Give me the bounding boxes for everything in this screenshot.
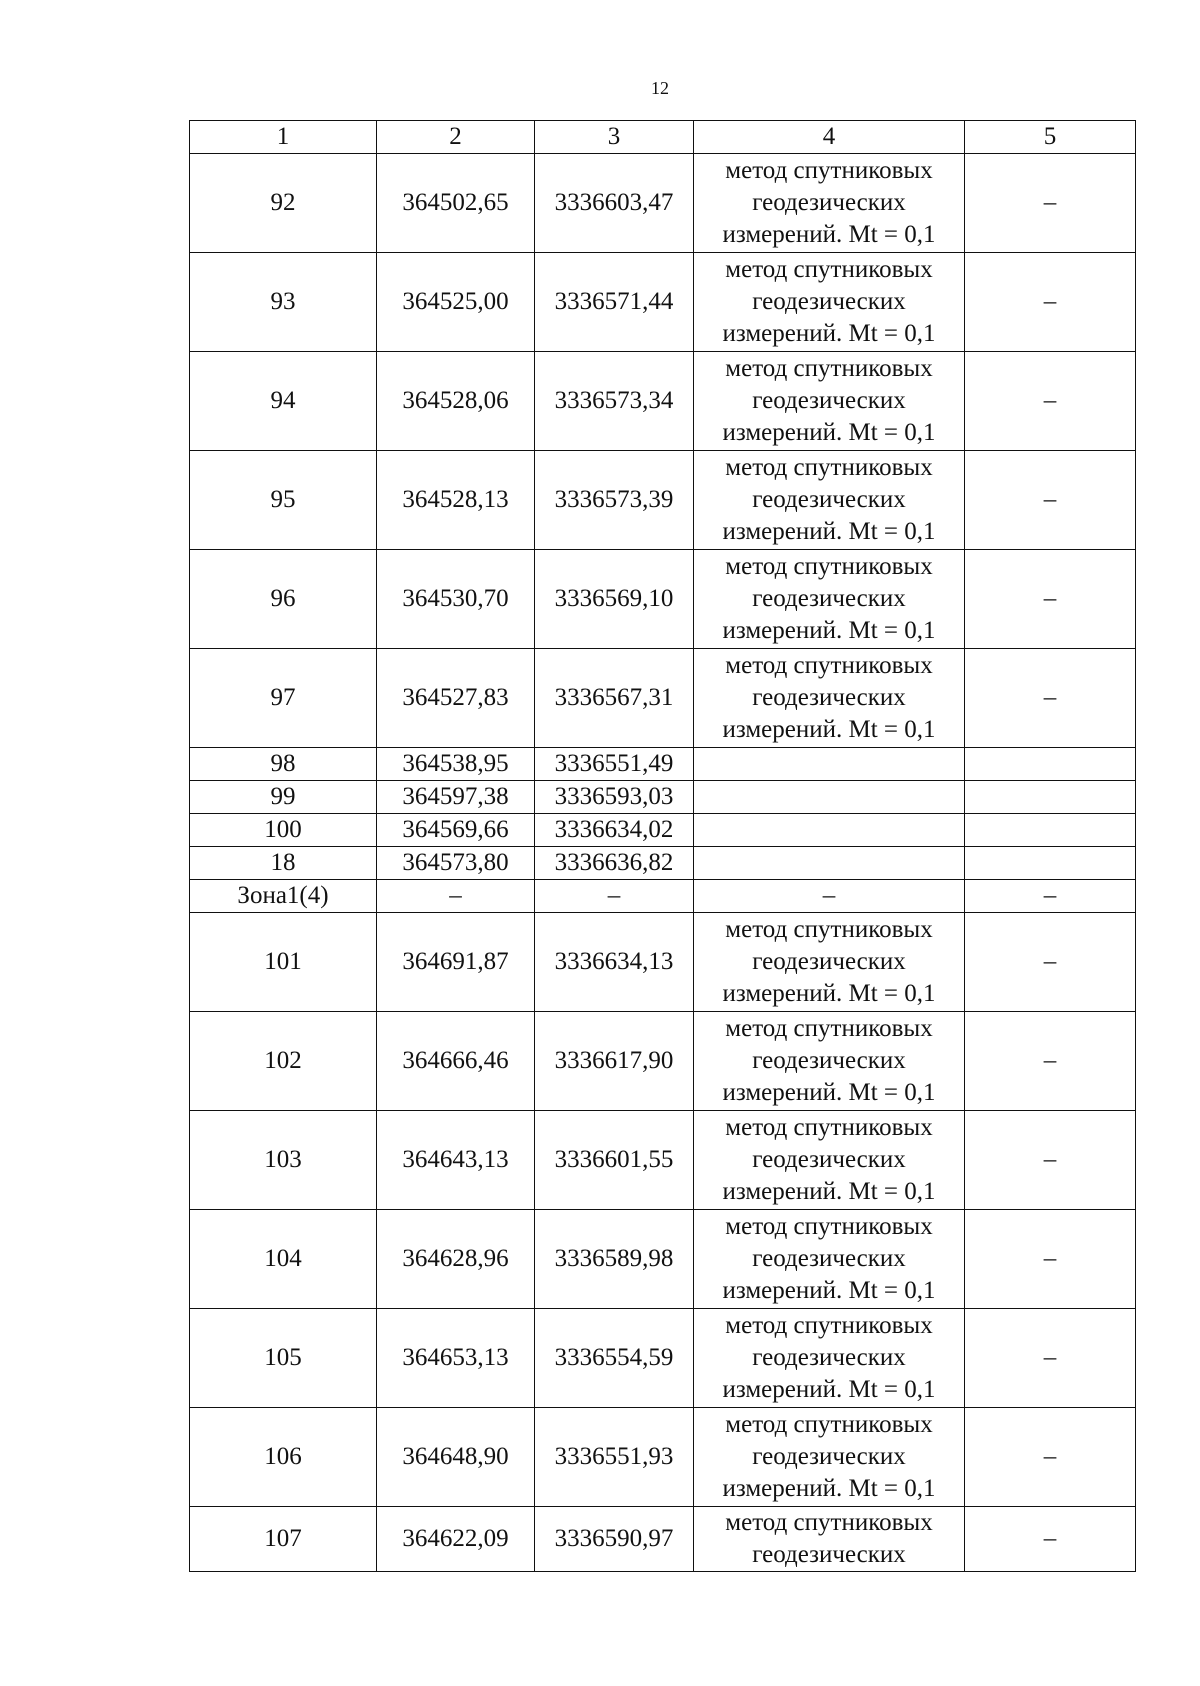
method-cell	[694, 352, 965, 451]
method-cell	[694, 253, 965, 352]
x-coordinate-cell: 364597,38	[377, 781, 535, 814]
header-cell-3: 3	[535, 121, 694, 154]
note-cell	[965, 814, 1136, 847]
method-line: –	[822, 882, 836, 909]
x-coordinate-cell: 364528,06	[377, 352, 535, 451]
method-line: метод спутниковых	[725, 454, 933, 481]
table-row	[190, 1309, 1136, 1408]
method-line: метод спутниковых	[725, 1411, 933, 1438]
method-line: метод спутниковых	[725, 1509, 933, 1536]
table-row	[190, 781, 1136, 814]
x-coordinate-cell: 364628,96	[377, 1210, 535, 1309]
y-coordinate-cell: 3336573,34	[535, 352, 694, 451]
method-line: геодезических	[752, 948, 906, 975]
x-coordinate-cell: 364569,66	[377, 814, 535, 847]
method-cell	[694, 748, 965, 781]
x-coordinate-cell: 364502,65	[377, 154, 535, 253]
header-cell-5: 5	[965, 121, 1136, 154]
method-line: геодезических	[752, 1541, 906, 1568]
y-coordinate-cell: 3336634,13	[535, 913, 694, 1012]
note-cell: –	[965, 913, 1136, 1012]
table-row	[190, 253, 1136, 352]
note-cell: –	[965, 1012, 1136, 1111]
method-cell	[694, 913, 965, 1012]
note-cell	[965, 781, 1136, 814]
method-line: измерений. Mt = 0,1	[722, 1079, 936, 1106]
method-cell	[694, 880, 965, 913]
x-coordinate-cell: 364530,70	[377, 550, 535, 649]
point-number-cell: 107	[190, 1507, 377, 1572]
x-coordinate-cell: 364648,90	[377, 1408, 535, 1507]
point-number-cell: 95	[190, 451, 377, 550]
method-line: геодезических	[752, 1047, 906, 1074]
point-number-cell: 100	[190, 814, 377, 847]
method-line: геодезических	[752, 1443, 906, 1470]
method-line: геодезических	[752, 387, 906, 414]
method-cell	[694, 1408, 965, 1507]
note-cell: –	[965, 451, 1136, 550]
y-coordinate-cell: 3336551,93	[535, 1408, 694, 1507]
point-number-cell: 102	[190, 1012, 377, 1111]
y-coordinate-cell: –	[535, 880, 694, 913]
point-number-cell: 101	[190, 913, 377, 1012]
y-coordinate-cell: 3336554,59	[535, 1309, 694, 1408]
table-body	[190, 121, 1136, 1572]
note-cell: –	[965, 1111, 1136, 1210]
x-coordinate-cell: 364525,00	[377, 253, 535, 352]
coordinates-table	[189, 120, 1136, 1572]
point-number-cell: 104	[190, 1210, 377, 1309]
x-coordinate-cell: 364573,80	[377, 847, 535, 880]
method-line: метод спутниковых	[725, 256, 933, 283]
method-line: метод спутниковых	[725, 1213, 933, 1240]
table-row	[190, 451, 1136, 550]
y-coordinate-cell: 3336551,49	[535, 748, 694, 781]
point-number-cell: Зона1(4)	[190, 880, 377, 913]
point-number-cell: 93	[190, 253, 377, 352]
method-line: метод спутниковых	[725, 1312, 933, 1339]
method-cell	[694, 451, 965, 550]
table-row	[190, 847, 1136, 880]
table-row	[190, 1210, 1136, 1309]
note-cell	[965, 748, 1136, 781]
table-row	[190, 1111, 1136, 1210]
method-line: измерений. Mt = 0,1	[722, 320, 936, 347]
note-cell: –	[965, 550, 1136, 649]
method-line: метод спутниковых	[725, 1114, 933, 1141]
x-coordinate-cell: 364643,13	[377, 1111, 535, 1210]
point-number-cell: 94	[190, 352, 377, 451]
header-row	[190, 121, 1136, 154]
x-coordinate-cell: 364666,46	[377, 1012, 535, 1111]
note-cell: –	[965, 154, 1136, 253]
y-coordinate-cell: 3336603,47	[535, 154, 694, 253]
table-row	[190, 913, 1136, 1012]
x-coordinate-cell: 364538,95	[377, 748, 535, 781]
x-coordinate-cell: –	[377, 880, 535, 913]
y-coordinate-cell: 3336571,44	[535, 253, 694, 352]
method-cell	[694, 550, 965, 649]
method-cell	[694, 847, 965, 880]
point-number-cell: 92	[190, 154, 377, 253]
method-line: метод спутниковых	[725, 652, 933, 679]
method-cell	[694, 1507, 965, 1572]
x-coordinate-cell: 364527,83	[377, 649, 535, 748]
y-coordinate-cell: 3336569,10	[535, 550, 694, 649]
table-row	[190, 1012, 1136, 1111]
method-cell	[694, 1012, 965, 1111]
point-number-cell: 98	[190, 748, 377, 781]
method-cell	[694, 781, 965, 814]
point-number-cell: 99	[190, 781, 377, 814]
table-row	[190, 1408, 1136, 1507]
x-coordinate-cell: 364622,09	[377, 1507, 535, 1572]
method-line: метод спутниковых	[725, 157, 933, 184]
method-cell	[694, 154, 965, 253]
note-cell: –	[965, 253, 1136, 352]
note-cell: –	[965, 1210, 1136, 1309]
method-line: измерений. Mt = 0,1	[722, 1376, 936, 1403]
method-line: геодезических	[752, 1344, 906, 1371]
y-coordinate-cell: 3336573,39	[535, 451, 694, 550]
table-row	[190, 550, 1136, 649]
point-number-cell: 96	[190, 550, 377, 649]
method-line: измерений. Mt = 0,1	[722, 221, 936, 248]
method-line: геодезических	[752, 1146, 906, 1173]
header-cell-4: 4	[694, 121, 965, 154]
note-cell: –	[965, 352, 1136, 451]
point-number-cell: 18	[190, 847, 377, 880]
method-line: геодезических	[752, 288, 906, 315]
table-row	[190, 880, 1136, 913]
method-cell	[694, 649, 965, 748]
y-coordinate-cell: 3336636,82	[535, 847, 694, 880]
method-line: геодезических	[752, 1245, 906, 1272]
x-coordinate-cell: 364691,87	[377, 913, 535, 1012]
table-row	[190, 154, 1136, 253]
point-number-cell: 105	[190, 1309, 377, 1408]
y-coordinate-cell: 3336617,90	[535, 1012, 694, 1111]
note-cell: –	[965, 1408, 1136, 1507]
method-line: измерений. Mt = 0,1	[722, 518, 936, 545]
method-line: метод спутниковых	[725, 553, 933, 580]
y-coordinate-cell: 3336567,31	[535, 649, 694, 748]
method-line: измерений. Mt = 0,1	[722, 617, 936, 644]
method-line: геодезических	[752, 486, 906, 513]
method-line: измерений. Mt = 0,1	[722, 1178, 936, 1205]
header-cell-1: 1	[190, 121, 377, 154]
method-cell	[694, 1309, 965, 1408]
method-line: метод спутниковых	[725, 355, 933, 382]
note-cell: –	[965, 649, 1136, 748]
point-number-cell: 103	[190, 1111, 377, 1210]
method-line: измерений. Mt = 0,1	[722, 419, 936, 446]
point-number-cell: 106	[190, 1408, 377, 1507]
y-coordinate-cell: 3336634,02	[535, 814, 694, 847]
note-cell: –	[965, 880, 1136, 913]
method-line: измерений. Mt = 0,1	[722, 1475, 936, 1502]
note-cell: –	[965, 1507, 1136, 1572]
table-row	[190, 748, 1136, 781]
note-cell: –	[965, 1309, 1136, 1408]
y-coordinate-cell: 3336601,55	[535, 1111, 694, 1210]
x-coordinate-cell: 364653,13	[377, 1309, 535, 1408]
method-cell	[694, 1210, 965, 1309]
x-coordinate-cell: 364528,13	[377, 451, 535, 550]
method-line: метод спутниковых	[725, 1015, 933, 1042]
point-number-cell: 97	[190, 649, 377, 748]
method-line: геодезических	[752, 189, 906, 216]
table-row	[190, 649, 1136, 748]
y-coordinate-cell: 3336590,97	[535, 1507, 694, 1572]
page-number: 12	[651, 78, 669, 98]
table-row	[190, 352, 1136, 451]
method-line: измерений. Mt = 0,1	[722, 1277, 936, 1304]
note-cell	[965, 847, 1136, 880]
table-row	[190, 1507, 1136, 1572]
method-line: измерений. Mt = 0,1	[722, 716, 936, 743]
method-line: геодезических	[752, 684, 906, 711]
method-line: геодезических	[752, 585, 906, 612]
table-row	[190, 814, 1136, 847]
method-line: измерений. Mt = 0,1	[722, 980, 936, 1007]
method-cell	[694, 1111, 965, 1210]
header-cell-2: 2	[377, 121, 535, 154]
method-line: метод спутниковых	[725, 916, 933, 943]
method-cell	[694, 814, 965, 847]
y-coordinate-cell: 3336589,98	[535, 1210, 694, 1309]
y-coordinate-cell: 3336593,03	[535, 781, 694, 814]
